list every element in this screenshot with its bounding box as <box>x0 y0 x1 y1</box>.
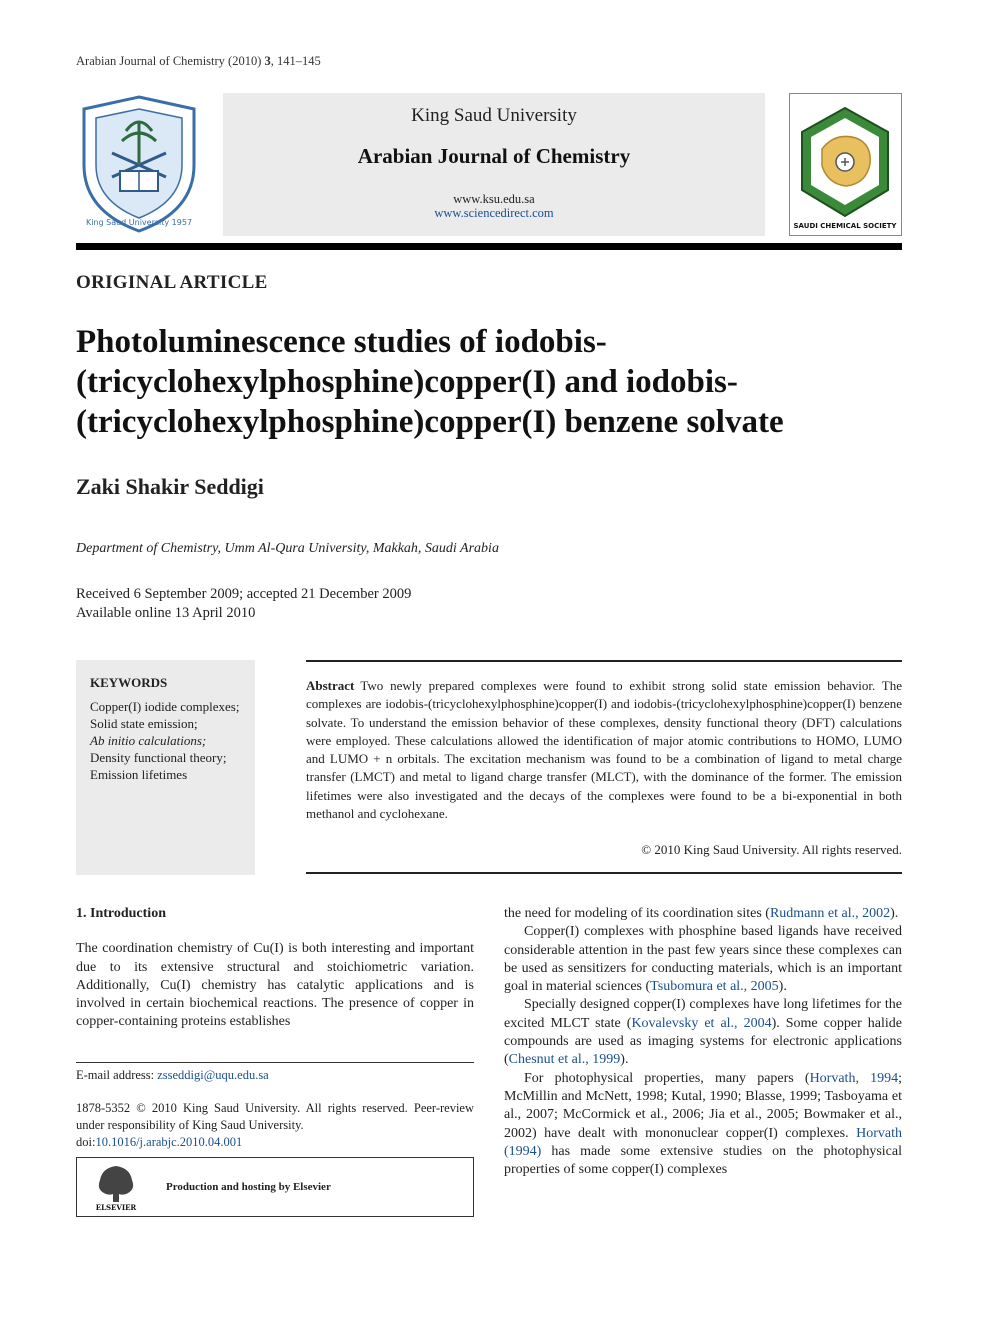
elsevier-logo-text: ELSEVIER <box>95 1203 137 1212</box>
online-date: Available online 13 April 2010 <box>76 605 256 621</box>
footnote-rule <box>76 1062 474 1063</box>
email-footnote: E-mail address: zsseddigi@uqu.edu.sa <box>76 1068 269 1082</box>
intro-paragraph: Specially designed copper(I) complexes have long lifetimes for the excited MLCT state (Kovalevsky et al., 2004). Some copper halide compounds are used as imaging systems for electronic applications (Chesnut et al., 1999). <box>504 997 902 1068</box>
abstract-copyright: © 2010 King Saud University. All rights reserved. <box>641 842 902 857</box>
citation-link[interactable]: Tsubomura et al., 2005 <box>650 979 779 995</box>
article-title: Photoluminescence studies of iodobis-(tricyclohexylphosphine)copper(I) and iodobis-(tricyclohexylphosphine)copper(I) benzene solvate <box>76 324 784 440</box>
keyword-item: Emission lifetimes <box>90 767 188 782</box>
abstract-top-rule <box>306 660 902 662</box>
abstract-bottom-rule <box>306 872 902 874</box>
affiliation: Department of Chemistry, Umm Al-Qura University, Makkah, Saudi Arabia <box>76 541 499 556</box>
abstract-label: Abstract <box>306 678 355 693</box>
university-name: King Saud University <box>411 105 577 126</box>
article-type: ORIGINAL ARTICLE <box>76 272 268 293</box>
intro-left-column <box>76 905 474 1032</box>
doi-link[interactable]: 10.1016/j.arabjc.2010.04.001 <box>95 1135 243 1149</box>
ksu-website[interactable]: www.ksu.edu.sa <box>453 192 535 206</box>
citation-link[interactable]: Rudmann et al., 2002 <box>769 906 891 921</box>
intro-paragraph: For photophysical properties, many papers (Horvath, 1994; McMillin and McNett, 1998; Kutal, 1990; Blasse, 1999; Tasboyama et al., 2007; McCormick et al., 2006; Jia et al., 2005; Bowmaker et al., 2002) have dealt with mononuclear copper(I) complexes. Horvath (1994) has made some extensive studies on the photophysical properties of some copper(I) complexes <box>504 1070 902 1178</box>
keywords-heading: KEYWORDS <box>90 675 168 690</box>
abstract-text: Two newly prepared complexes were found to exhibit strong solid state emission behavior. The complexes are iodobis-(tricyclohexylphosphine)copper(I) and iodobis-(tricyclohexylphosphine)copper(I) benzene solvate. To understand the emission behavior of these complexes, density functional theory (DFT) calculations were employed. These calculations allowed the identification of major atomic contributions to HOMO, LUMO and LUMO + n orbitals. The excitation mechanism was found to be a combination of ligand to metal charge transfer (LMCT) and metal to ligand charge transfer (MLCT), with the dominance of the former. The emission lifetimes were also investigated and the decays of the complexes were found to be a bi-exponential in both methanol and cyclohexane. <box>306 678 902 822</box>
intro-right-column <box>504 905 902 1179</box>
received-date: Received 6 September 2009; accepted 21 December 2009 <box>76 586 412 602</box>
citation-link[interactable]: Kovalevsky et al., 2004 <box>631 1015 772 1031</box>
intro-paragraph: Copper(I) complexes with phosphine based ligands have received considerable attention in the past few years since these complexes can be used as sensitizers for conducting materials, which is an important goal in material sciences (Tsubomura et al., 2005). <box>504 924 902 995</box>
abstract <box>306 677 902 823</box>
header-rule <box>76 243 902 250</box>
university-logo-text: King Saud University 1957 <box>85 218 193 227</box>
journal-name: Arabian Journal of Chemistry <box>357 144 631 168</box>
keyword-item: Ab initio calculations; <box>90 733 207 748</box>
keywords-list <box>90 698 239 783</box>
society-logo-text: SAUDI CHEMICAL SOCIETY <box>793 222 897 230</box>
journal-reference: Arabian Journal of Chemistry (2010) 3, 141–145 <box>76 54 321 68</box>
citation-link[interactable]: Horvath, 1994 <box>809 1070 899 1086</box>
issn-footnote: 1878-5352 © 2010 King Saud University. All rights reserved. Peer-review under responsibility of King Saud University. doi:10.1016/j.arabjc.2010.04.001 <box>76 1101 474 1149</box>
journal-websites <box>223 192 765 220</box>
intro-paragraph: The coordination chemistry of Cu(I) is both interesting and important due to its extensive structural and stoichiometric variation. Additionally, Cu(I) chemistry has catalytic applications and is involved in certain biochemical reactions. The presence of copper in copper-containing proteins establishes <box>76 941 474 1030</box>
email-link[interactable]: zsseddigi@uqu.edu.sa <box>157 1068 269 1082</box>
elsevier-hosting-text: Production and hosting by Elsevier <box>166 1181 331 1193</box>
author-name: Zaki Shakir Seddigi <box>76 474 264 499</box>
elsevier-logo <box>92 1162 140 1212</box>
section-heading: 1. Introduction <box>76 906 166 921</box>
article-dates <box>76 585 411 623</box>
keyword-item: Solid state emission; <box>90 716 198 731</box>
intro-paragraph: the need for modeling of its coordination sites (Rudmann et al., 2002). <box>504 906 899 921</box>
university-logo <box>76 93 202 236</box>
keyword-item: Copper(I) iodide complexes; <box>90 699 240 714</box>
citation-link[interactable]: Chesnut et al., 1999 <box>508 1052 621 1068</box>
keyword-item: Density functional theory; <box>90 750 227 765</box>
citation-link[interactable]: Horvath (1994) <box>504 1125 902 1159</box>
sciencedirect-link[interactable]: www.sciencedirect.com <box>434 206 554 220</box>
society-logo <box>789 93 902 236</box>
